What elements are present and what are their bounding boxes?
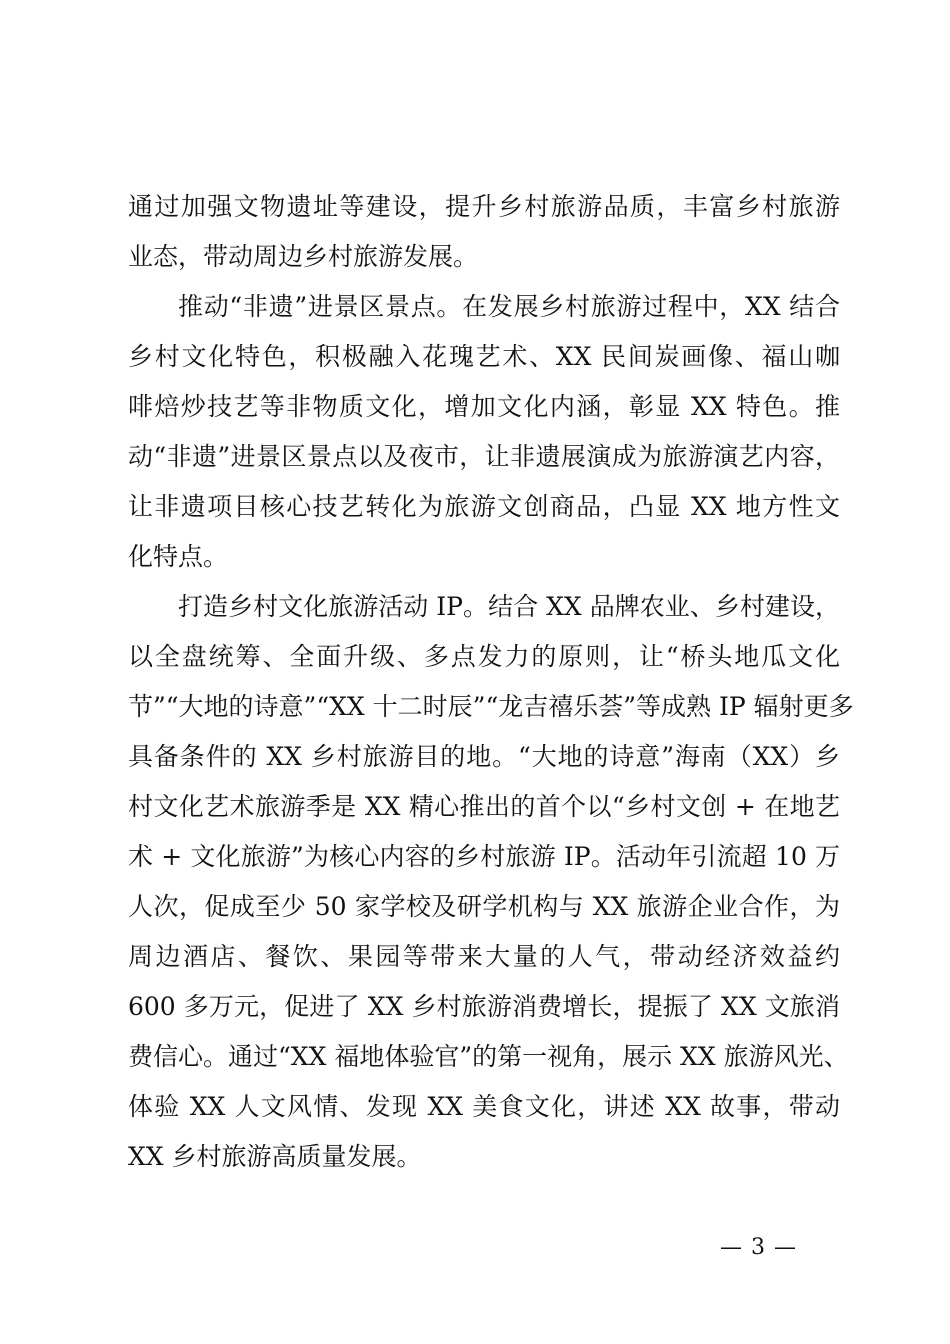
text-line: 费信心。通过“XX 福地体验官”的第一视角，展示 XX 旅游风光、 [128, 1042, 849, 1071]
paragraph [128, 582, 854, 1182]
document-body [128, 182, 854, 1182]
page-number: — 3 — [720, 1235, 797, 1260]
text-line: 乡村文化特色，积极融入花瑰艺术、XX 民间炭画像、福山咖 [128, 342, 840, 371]
text-line: 节”“大地的诗意”“XX 十二时辰”“龙吉禧乐荟”等成熟 IP 辐射更多 [128, 692, 854, 721]
text-line: 动“非遗”进景区景点以及夜市，让非遗展演成为旅游演艺内容， [128, 442, 840, 471]
text-line: 啡焙炒技艺等非物质文化，增加文化内涵，彰显 XX 特色。推 [128, 392, 840, 421]
text-line: 通过加强文物遗址等建设，提升乡村旅游品质，丰富乡村旅游 [128, 192, 840, 221]
text-line: 化特点。 [128, 542, 229, 571]
text-line: 人次，促成至少 50 家学校及研学机构与 XX 旅游企业合作，为 [128, 892, 840, 921]
text-line: 村文化艺术旅游季是 XX 精心推出的首个以“乡村文创 + 在地艺 [128, 792, 840, 821]
paragraph [128, 182, 840, 282]
text-line: 术 + 文化旅游”为核心内容的乡村旅游 IP。活动年引流超 10 万 [128, 842, 840, 871]
text-line: 以全盘统筹、全面升级、多点发力的原则，让“桥头地瓜文化 [128, 642, 840, 671]
text-line: 体验 XX 人文风情、发现 XX 美食文化，讲述 XX 故事，带动 [128, 1092, 840, 1121]
text-line: 打造乡村文化旅游活动 IP。结合 XX 品牌农业、乡村建设， [178, 592, 840, 621]
text-line: 推动“非遗”进景区景点。在发展乡村旅游过程中，XX 结合 [178, 292, 840, 321]
text-line: 周边酒店、餐饮、果园等带来大量的人气，带动经济效益约 [128, 942, 840, 971]
text-line: XX 乡村旅游高质量发展。 [128, 1142, 422, 1171]
text-line: 具备条件的 XX 乡村旅游目的地。“大地的诗意”海南（XX）乡 [128, 742, 840, 771]
paragraph [128, 282, 840, 582]
text-line: 600 多万元，促进了 XX 乡村旅游消费增长，提振了 XX 文旅消 [128, 992, 840, 1021]
text-line: 业态，带动周边乡村旅游发展。 [128, 242, 479, 271]
text-line: 让非遗项目核心技艺转化为旅游文创商品，凸显 XX 地方性文 [128, 492, 840, 521]
